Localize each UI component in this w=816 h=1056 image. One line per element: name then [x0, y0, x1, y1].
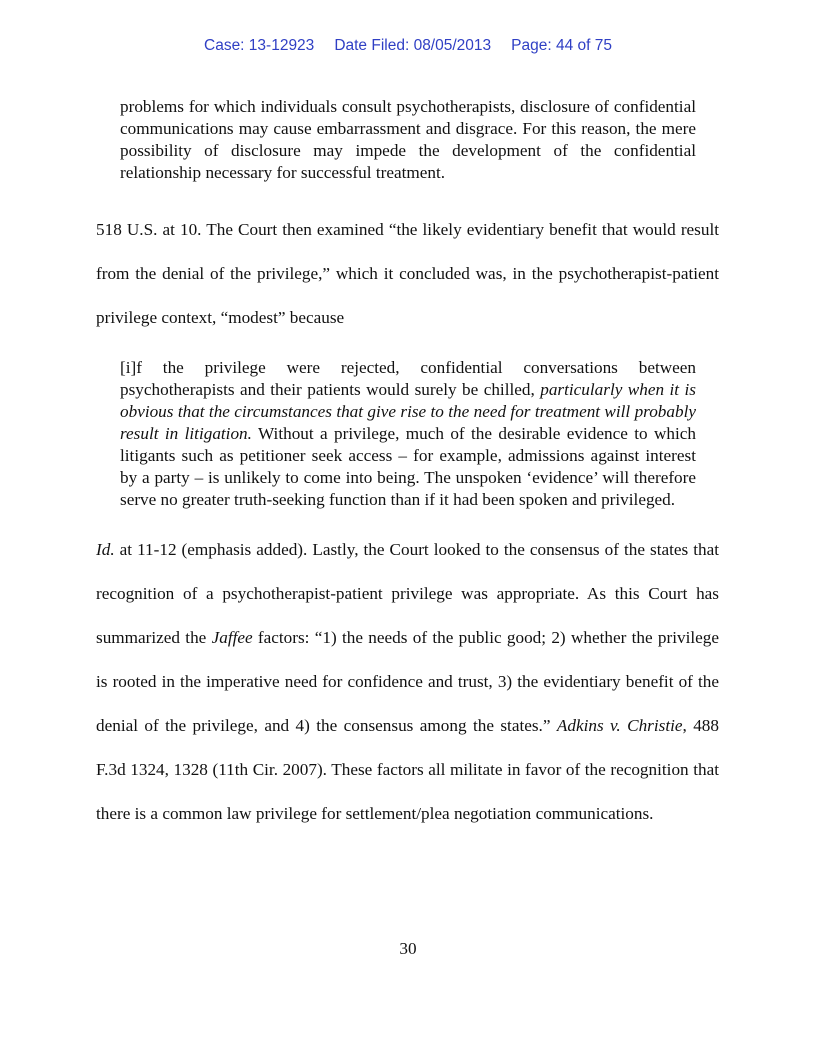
block-quote-2-part1: [i]f the privilege were rejected, confidential conversations between psychotherapists and their patients would surely be chilled,	[120, 358, 696, 399]
page-header	[0, 37, 816, 55]
jaffee-case-name: Jaffee	[211, 628, 253, 647]
case-number: Case: 13-12923	[204, 37, 315, 54]
block-quote-2-emphasis: particularly when it is obvious that the circumstances that give rise to the need for treatment will probably result in litigation.	[120, 380, 696, 443]
block-quote-1-text: problems for which individuals consult psychotherapists, disclosure of confidential communications may cause embarrassment and disgrace. For this reason, the mere possibility of disclosure may impede the development of the confidential relationship necessary for successful treatment.	[120, 97, 696, 182]
block-quote-1	[120, 96, 696, 184]
date-filed: Date Filed: 08/05/2013	[334, 37, 492, 54]
block-quote-2-part2: Without a privilege, much of the desirable evidence to which litigants such as petitioner seek access – for example, admissions against interest by a party – is unlikely to come into being. The unspoken ‘evidence’ will therefore serve no greater truth-seeking function than if it had been spoken and privileged.	[120, 424, 696, 509]
body-paragraph-2-part2: factors: “1) the needs of the public good; 2) whether the privilege is rooted in the imperative need for confidence and trust, 3) the evidentiary benefit of the denial of the privilege, and 4) the consensus among the states.”	[96, 628, 719, 735]
body-paragraph-2	[96, 528, 719, 836]
body-paragraph-2-text	[96, 528, 719, 836]
body-paragraph-2-part3: , 488 F.3d 1324, 1328 (11th Cir. 2007). These factors all militate in favor of the recognition that there is a common law privilege for settlement/plea negotiation communications.	[96, 716, 719, 823]
body-paragraph-1-text: 518 U.S. at 10. The Court then examined “the likely evidentiary benefit that would result from the denial of the privilege,” which it concluded was, in the psychotherapist-patient privilege context, “modest” because	[96, 220, 719, 327]
adkins-case-name: Adkins v. Christie	[556, 716, 683, 735]
body-paragraph-1	[96, 208, 719, 340]
body-paragraph-2-part1: at 11-12 (emphasis added). Lastly, the Court looked to the consensus of the states that recognition of a psychotherapist-patient privilege was appropriate. As this Court has summarized the	[96, 540, 719, 647]
block-quote-2	[120, 357, 696, 511]
id-citation: Id.	[96, 540, 115, 559]
block-quote-2-text	[120, 357, 696, 511]
page-number: 30	[399, 939, 417, 958]
page-count: Page: 44 of 75	[511, 37, 612, 54]
